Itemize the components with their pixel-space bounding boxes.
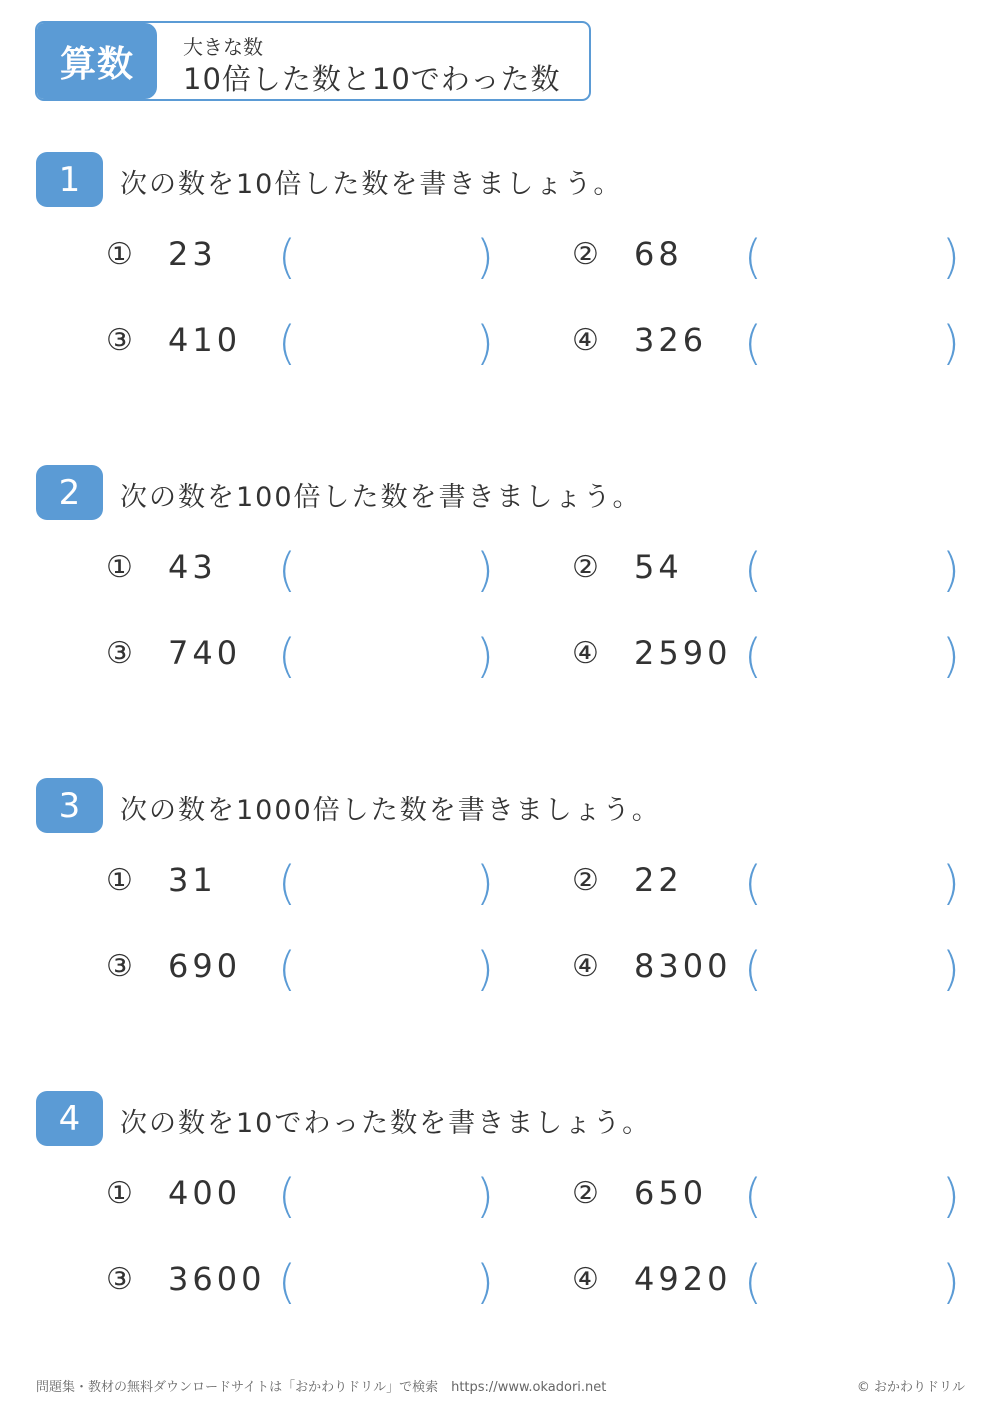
answer-paren-open: ( <box>278 1169 296 1223</box>
problem-value: 410 <box>168 321 242 359</box>
answer-paren-close: ) <box>476 543 494 597</box>
problem-value: 3600 <box>168 1260 266 1298</box>
problem-number: ③ <box>106 949 133 984</box>
answer-paren-close: ) <box>476 942 494 996</box>
problem-value: 4920 <box>634 1260 732 1298</box>
problem-number: ① <box>106 863 133 898</box>
problem-number: ④ <box>572 949 599 984</box>
problem-item <box>572 853 972 913</box>
answer-paren-close: ) <box>476 629 494 683</box>
section-4 <box>0 1091 1000 1331</box>
problem-value: 23 <box>168 235 217 273</box>
answer-paren-close: ) <box>476 316 494 370</box>
answer-paren-open: ( <box>744 856 762 910</box>
section-number-badge: 4 <box>36 1091 103 1146</box>
section-1 <box>0 152 1000 392</box>
answer-paren-close: ) <box>476 230 494 284</box>
problem-value: 326 <box>634 321 708 359</box>
section-number-badge: 2 <box>36 465 103 520</box>
answer-paren-close: ) <box>942 316 960 370</box>
problem-item <box>572 1166 972 1226</box>
problem-value: 690 <box>168 947 242 985</box>
answer-paren-open: ( <box>744 543 762 597</box>
problem-value: 400 <box>168 1174 242 1212</box>
section-number-badge: 3 <box>36 778 103 833</box>
subject-label: 算数 <box>37 23 157 99</box>
answer-paren-close: ) <box>476 1169 494 1223</box>
problem-item <box>572 939 972 999</box>
problem-value: 43 <box>168 548 217 586</box>
answer-paren-open: ( <box>744 230 762 284</box>
problem-value: 22 <box>634 861 683 899</box>
footer-site-text: 問題集・教材の無料ダウンロードサイトは「おかわりドリル」で検索 https://www.okadori.net <box>36 1380 607 1395</box>
answer-paren-close: ) <box>942 629 960 683</box>
answer-paren-close: ) <box>476 856 494 910</box>
problem-number: ④ <box>572 636 599 671</box>
problem-item <box>572 227 972 287</box>
problem-value: 54 <box>634 548 683 586</box>
problem-item <box>572 626 972 686</box>
section-3 <box>0 778 1000 1018</box>
problem-number: ① <box>106 550 133 585</box>
problem-item <box>106 540 506 600</box>
problem-item <box>106 313 506 373</box>
footer-copyright: © おかわりドリル <box>856 1380 965 1395</box>
answer-paren-close: ) <box>942 543 960 597</box>
answer-paren-open: ( <box>278 856 296 910</box>
problem-value: 8300 <box>634 947 732 985</box>
answer-paren-open: ( <box>278 629 296 683</box>
section-instruction: 次の数を1000倍した数を書きましょう。 <box>120 795 661 826</box>
answer-paren-close: ) <box>942 1169 960 1223</box>
answer-paren-open: ( <box>278 230 296 284</box>
problem-number: ② <box>572 1176 599 1211</box>
answer-paren-close: ) <box>942 942 960 996</box>
problem-item <box>106 626 506 686</box>
section-number-badge: 1 <box>36 152 103 207</box>
problem-number: ③ <box>106 1262 133 1297</box>
problem-number: ④ <box>572 323 599 358</box>
answer-paren-open: ( <box>744 1255 762 1309</box>
problem-value: 68 <box>634 235 683 273</box>
answer-paren-open: ( <box>278 543 296 597</box>
answer-paren-open: ( <box>744 942 762 996</box>
answer-paren-open: ( <box>744 629 762 683</box>
problem-number: ③ <box>106 323 133 358</box>
answer-paren-close: ) <box>942 1255 960 1309</box>
problem-value: 740 <box>168 634 242 672</box>
answer-paren-open: ( <box>744 316 762 370</box>
problem-number: ① <box>106 237 133 272</box>
problem-value: 31 <box>168 861 217 899</box>
section-instruction: 次の数を100倍した数を書きましょう。 <box>120 482 642 513</box>
section-2 <box>0 465 1000 705</box>
problem-item <box>572 1252 972 1312</box>
problem-item <box>572 540 972 600</box>
answer-paren-open: ( <box>278 1255 296 1309</box>
problem-item <box>106 227 506 287</box>
worksheet-title: 10倍した数と10でわった数 <box>183 62 561 96</box>
answer-paren-open: ( <box>744 1169 762 1223</box>
problem-item <box>106 1252 506 1312</box>
problem-number: ② <box>572 863 599 898</box>
problem-item <box>106 1166 506 1226</box>
problem-number: ④ <box>572 1262 599 1297</box>
answer-paren-close: ) <box>942 856 960 910</box>
section-instruction: 次の数を10倍した数を書きましょう。 <box>120 169 623 200</box>
problem-item <box>106 939 506 999</box>
problem-number: ② <box>572 237 599 272</box>
answer-paren-close: ) <box>476 1255 494 1309</box>
answer-paren-open: ( <box>278 942 296 996</box>
section-instruction: 次の数を10でわった数を書きましょう。 <box>120 1108 652 1139</box>
worksheet-subtitle: 大きな数 <box>183 35 263 59</box>
problem-item <box>106 853 506 913</box>
answer-paren-open: ( <box>278 316 296 370</box>
answer-paren-close: ) <box>942 230 960 284</box>
problem-number: ③ <box>106 636 133 671</box>
problem-number: ① <box>106 1176 133 1211</box>
problem-value: 2590 <box>634 634 732 672</box>
problem-number: ② <box>572 550 599 585</box>
worksheet-header <box>35 21 591 101</box>
problem-item <box>572 313 972 373</box>
problem-value: 650 <box>634 1174 708 1212</box>
